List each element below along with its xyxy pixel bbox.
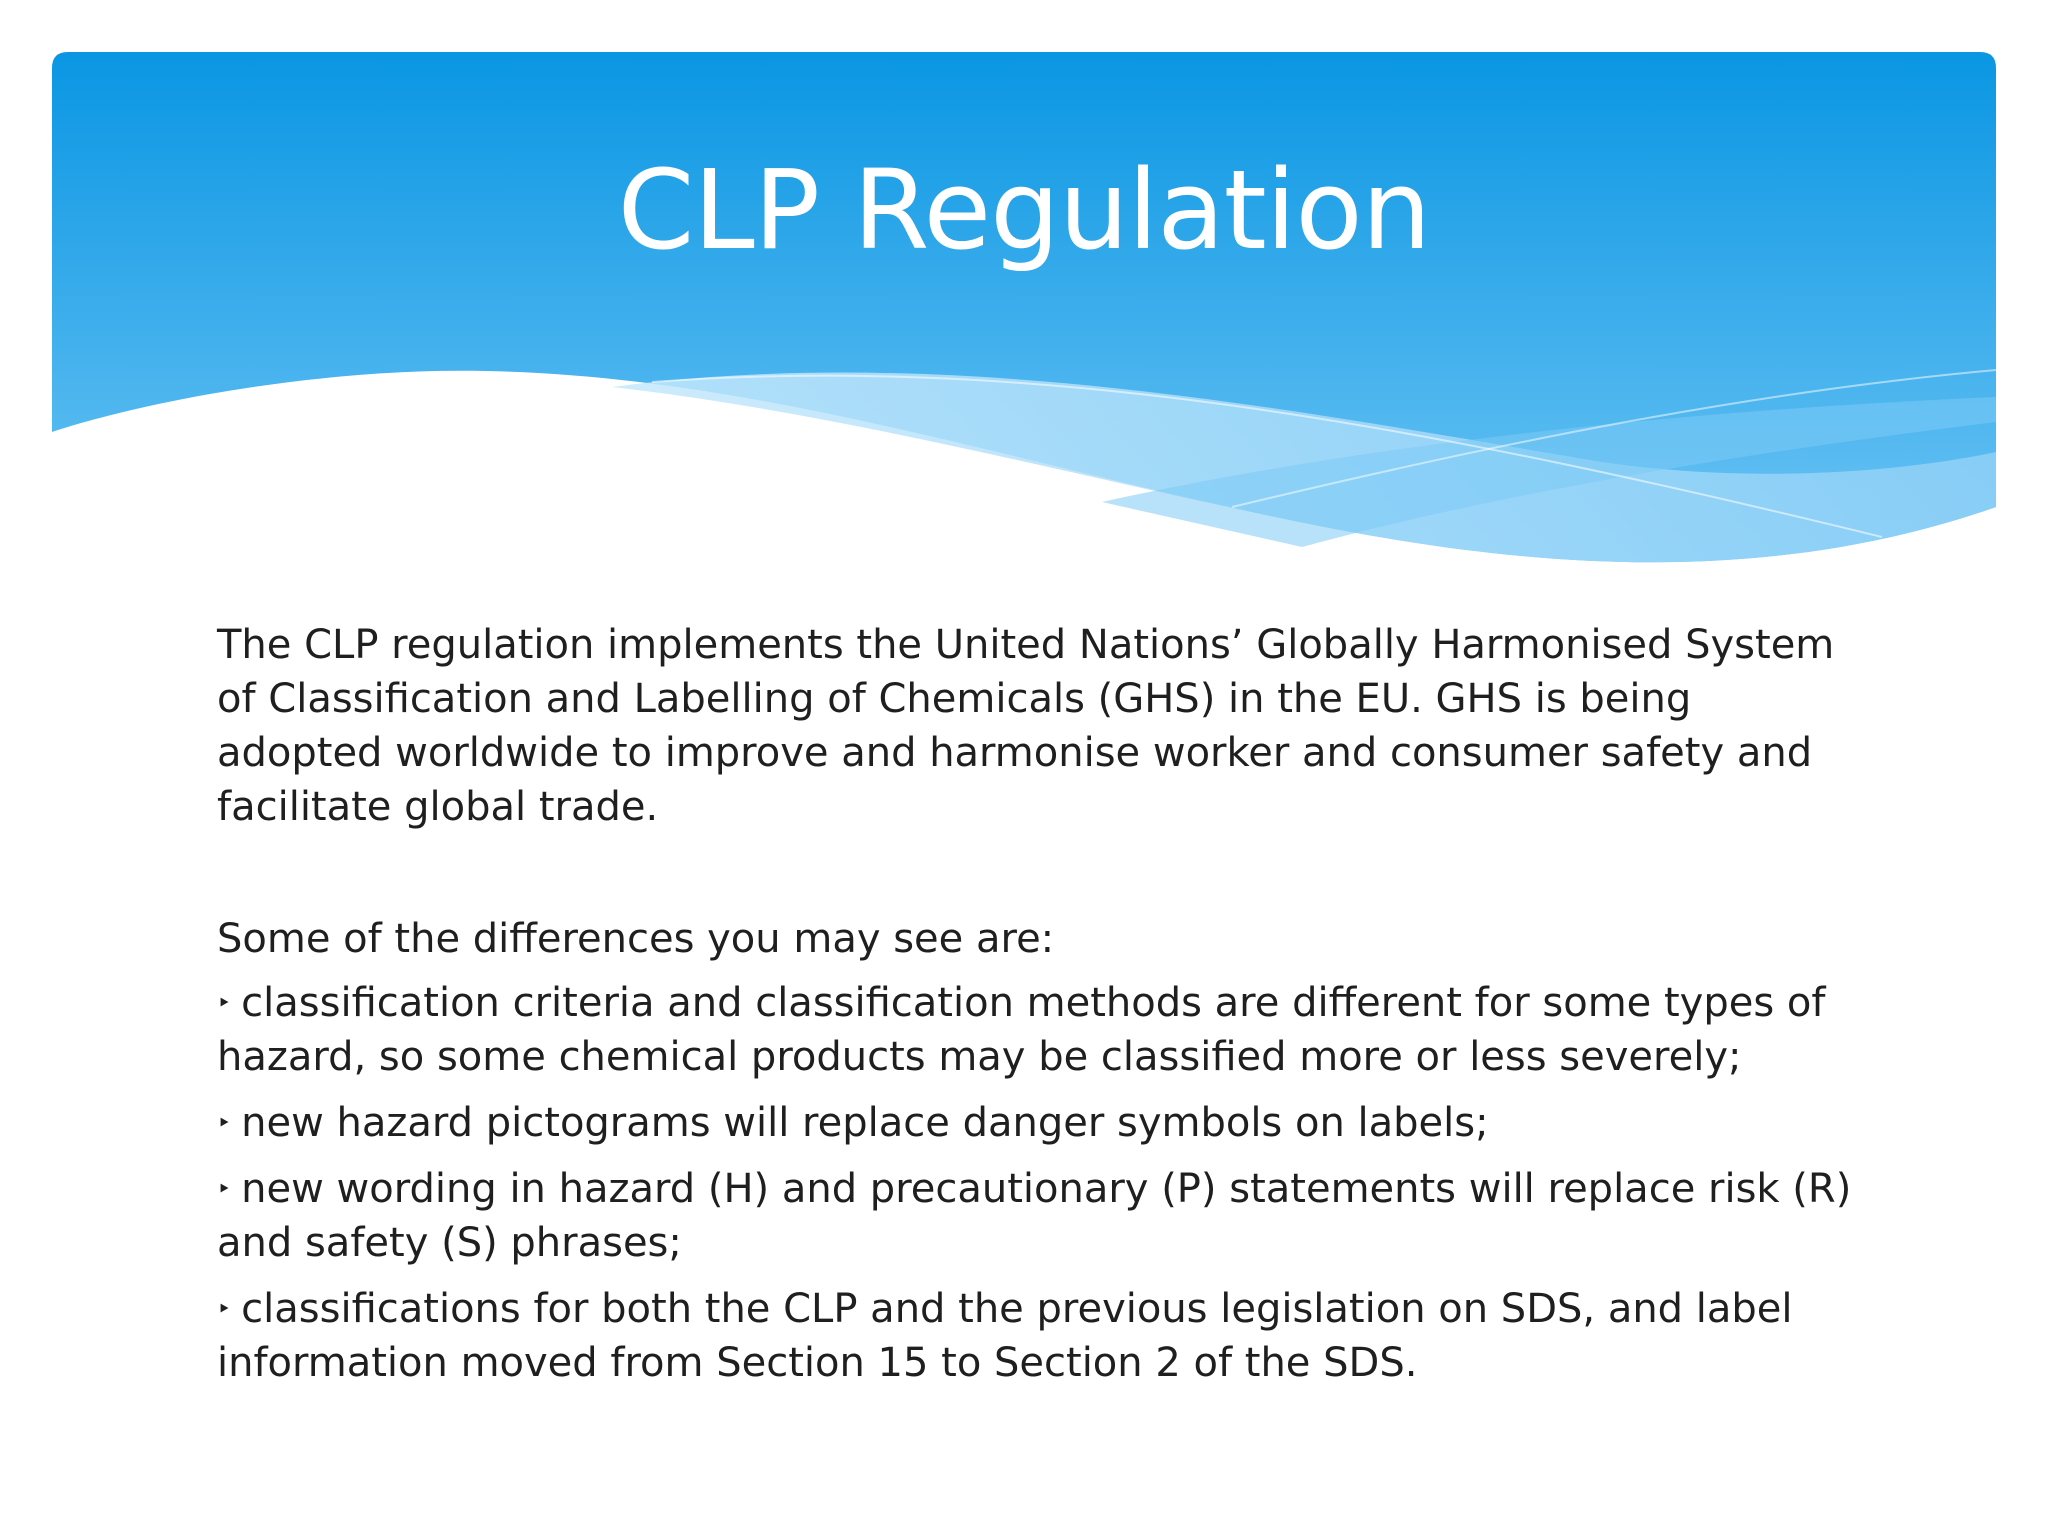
bullet-icon: ‣ <box>217 1109 232 1137</box>
header-banner <box>52 52 1996 572</box>
list-item-text: new wording in hazard (H) and precautionary (P) statements will replace risk (R) and safety (S) phrases; <box>217 1166 1852 1266</box>
differences-list <box>217 976 1857 1390</box>
list-item-text: classification criteria and classification methods are different for some types of hazard, so some chemical products may be classified more or less severely; <box>217 980 1826 1080</box>
bullet-icon: ‣ <box>217 989 232 1017</box>
bullet-icon: ‣ <box>217 1175 232 1203</box>
bullet-icon: ‣ <box>217 1295 232 1323</box>
list-item <box>217 1162 1857 1270</box>
list-item <box>217 976 1857 1084</box>
differences-lead: Some of the differences you may see are: <box>217 916 1055 962</box>
intro-paragraph: The CLP regulation implements the United Nations’ Globally Harmonised System of Classification and Labelling of Chemicals (GHS) in the EU. GHS is being adopted worldwide to improve and harmonise worker and consumer safety and facilitate global trade. <box>217 622 1835 830</box>
list-item <box>217 1096 1857 1150</box>
slide-title: CLP Regulation <box>617 146 1431 274</box>
list-item-text: classifications for both the CLP and the previous legislation on SDS, and label information moved from Section 15 to Section 2 of the SDS. <box>217 1286 1793 1386</box>
list-item <box>217 1282 1857 1390</box>
slide-body <box>217 618 1857 1402</box>
wave-background <box>52 52 1996 572</box>
list-item-text: new hazard pictograms will replace danger symbols on labels; <box>241 1100 1489 1146</box>
